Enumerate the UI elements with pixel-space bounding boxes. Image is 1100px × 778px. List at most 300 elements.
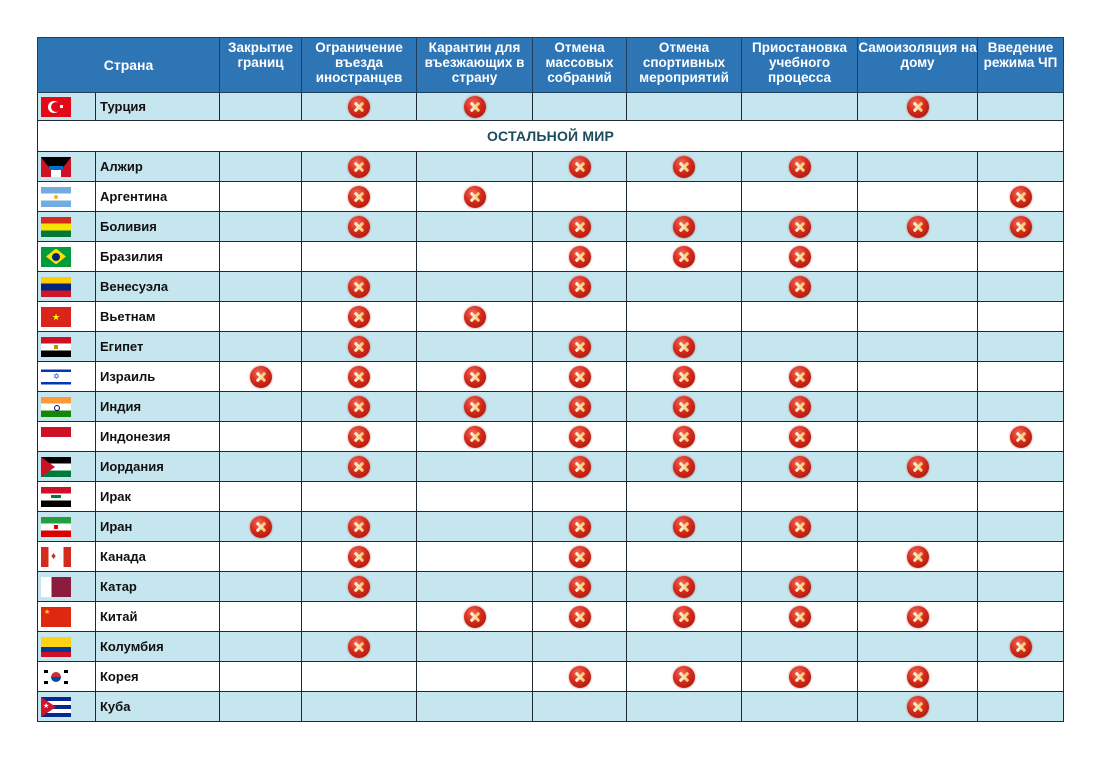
cell-mass-gathering-ban xyxy=(533,392,627,422)
cell-emergency-regime xyxy=(978,392,1064,422)
red-x-icon xyxy=(789,666,811,688)
header-emergency-regime: Введение режима ЧП xyxy=(978,38,1064,93)
covid-measures-table xyxy=(37,37,1064,722)
flag-cell xyxy=(38,452,96,482)
cell-emergency-regime xyxy=(978,542,1064,572)
red-x-icon xyxy=(673,426,695,448)
cell-emergency-regime xyxy=(978,482,1064,512)
cell-school-suspension xyxy=(742,662,858,692)
table-row xyxy=(38,212,1064,242)
header-country: Страна xyxy=(38,38,220,93)
cell-foreigner-entry-limit xyxy=(302,93,417,121)
cell-border-closure xyxy=(220,332,302,362)
red-x-icon xyxy=(569,576,591,598)
table-row xyxy=(38,242,1064,272)
red-x-icon xyxy=(464,306,486,328)
cuba-flag-icon: ★ xyxy=(41,697,71,717)
cell-self-isolation xyxy=(858,182,978,212)
red-x-icon xyxy=(907,666,929,688)
country-name: Турция xyxy=(96,93,220,121)
country-name: Алжир xyxy=(96,152,220,182)
country-name: Корея xyxy=(96,662,220,692)
cell-emergency-regime xyxy=(978,212,1064,242)
cell-self-isolation xyxy=(858,212,978,242)
red-x-icon xyxy=(348,156,370,178)
cell-school-suspension xyxy=(742,272,858,302)
red-x-icon xyxy=(673,216,695,238)
red-x-icon xyxy=(348,216,370,238)
red-x-icon xyxy=(348,426,370,448)
table-row xyxy=(38,362,1064,392)
cell-self-isolation xyxy=(858,302,978,332)
cell-arrival-quarantine xyxy=(417,692,533,722)
cell-arrival-quarantine xyxy=(417,632,533,662)
red-x-icon xyxy=(569,216,591,238)
cell-foreigner-entry-limit xyxy=(302,482,417,512)
cell-school-suspension xyxy=(742,392,858,422)
cell-school-suspension xyxy=(742,602,858,632)
cell-school-suspension xyxy=(742,152,858,182)
red-x-icon xyxy=(673,156,695,178)
cell-mass-gathering-ban xyxy=(533,182,627,212)
red-x-icon xyxy=(348,306,370,328)
red-x-icon xyxy=(464,96,486,118)
cell-mass-gathering-ban xyxy=(533,632,627,662)
cell-mass-gathering-ban xyxy=(533,542,627,572)
china-flag-icon: ★ xyxy=(41,607,71,627)
cell-foreigner-entry-limit xyxy=(302,572,417,602)
flag-cell xyxy=(38,93,96,121)
cell-sports-cancel xyxy=(627,692,742,722)
bolivia-flag-icon xyxy=(41,217,71,237)
table-row xyxy=(38,692,1064,722)
red-x-icon xyxy=(789,276,811,298)
red-x-icon xyxy=(789,426,811,448)
colombia-flag-icon xyxy=(41,637,71,657)
india-flag-icon xyxy=(41,397,71,417)
country-name: Индия xyxy=(96,392,220,422)
antigua-flag-icon xyxy=(41,157,71,177)
table-row xyxy=(38,632,1064,662)
cell-border-closure xyxy=(220,542,302,572)
red-x-icon xyxy=(569,546,591,568)
cell-emergency-regime xyxy=(978,452,1064,482)
cell-arrival-quarantine xyxy=(417,182,533,212)
flag-cell xyxy=(38,362,96,392)
country-name: Боливия xyxy=(96,212,220,242)
cell-sports-cancel xyxy=(627,542,742,572)
cell-sports-cancel xyxy=(627,572,742,602)
cell-foreigner-entry-limit xyxy=(302,392,417,422)
cell-mass-gathering-ban xyxy=(533,662,627,692)
section-title: ОСТАЛЬНОЙ МИР xyxy=(38,121,1064,152)
korea-flag-icon xyxy=(41,667,71,687)
cell-border-closure xyxy=(220,692,302,722)
cell-foreigner-entry-limit xyxy=(302,602,417,632)
cell-mass-gathering-ban xyxy=(533,602,627,632)
cell-self-isolation xyxy=(858,452,978,482)
cell-emergency-regime xyxy=(978,632,1064,662)
vietnam-flag-icon: ★ xyxy=(41,307,71,327)
cell-sports-cancel xyxy=(627,332,742,362)
table-row xyxy=(38,302,1064,332)
cell-arrival-quarantine xyxy=(417,212,533,242)
cell-emergency-regime xyxy=(978,422,1064,452)
cell-emergency-regime xyxy=(978,182,1064,212)
cell-mass-gathering-ban xyxy=(533,93,627,121)
cell-self-isolation xyxy=(858,482,978,512)
cell-self-isolation xyxy=(858,632,978,662)
cell-mass-gathering-ban xyxy=(533,512,627,542)
header-mass-gathering-ban: Отмена массовых собраний xyxy=(533,38,627,93)
cell-border-closure xyxy=(220,242,302,272)
red-x-icon xyxy=(464,396,486,418)
cell-school-suspension xyxy=(742,422,858,452)
red-x-icon xyxy=(907,546,929,568)
cell-foreigner-entry-limit xyxy=(302,632,417,662)
cell-border-closure xyxy=(220,662,302,692)
cell-arrival-quarantine xyxy=(417,392,533,422)
header-sports-cancel: Отмена спортивных мероприятий xyxy=(627,38,742,93)
cell-school-suspension xyxy=(742,93,858,121)
red-x-icon xyxy=(907,606,929,628)
red-x-icon xyxy=(464,186,486,208)
jordan-flag-icon xyxy=(41,457,71,477)
cell-border-closure xyxy=(220,182,302,212)
cell-foreigner-entry-limit xyxy=(302,152,417,182)
cell-sports-cancel xyxy=(627,482,742,512)
country-name: Вьетнам xyxy=(96,302,220,332)
cell-self-isolation xyxy=(858,692,978,722)
cell-arrival-quarantine xyxy=(417,362,533,392)
red-x-icon xyxy=(348,96,370,118)
country-name: Иран xyxy=(96,512,220,542)
red-x-icon xyxy=(673,576,695,598)
brazil-flag-icon xyxy=(41,247,71,267)
table-row xyxy=(38,662,1064,692)
cell-arrival-quarantine xyxy=(417,572,533,602)
flag-cell xyxy=(38,332,96,362)
cell-sports-cancel xyxy=(627,302,742,332)
cell-self-isolation xyxy=(858,272,978,302)
cell-border-closure xyxy=(220,422,302,452)
cell-foreigner-entry-limit xyxy=(302,542,417,572)
red-x-icon xyxy=(907,96,929,118)
cell-border-closure xyxy=(220,632,302,662)
red-x-icon xyxy=(569,396,591,418)
country-name: Канада xyxy=(96,542,220,572)
flag-cell xyxy=(38,482,96,512)
cell-emergency-regime xyxy=(978,512,1064,542)
red-x-icon xyxy=(348,396,370,418)
canada-flag-icon: ♦ xyxy=(41,547,71,567)
red-x-icon xyxy=(348,576,370,598)
venezuela-flag-icon xyxy=(41,277,71,297)
cell-foreigner-entry-limit xyxy=(302,212,417,242)
cell-sports-cancel xyxy=(627,212,742,242)
cell-school-suspension xyxy=(742,182,858,212)
cell-sports-cancel xyxy=(627,392,742,422)
cell-arrival-quarantine xyxy=(417,662,533,692)
table-row xyxy=(38,332,1064,362)
cell-arrival-quarantine xyxy=(417,452,533,482)
red-x-icon xyxy=(789,456,811,478)
red-x-icon xyxy=(569,336,591,358)
cell-school-suspension xyxy=(742,512,858,542)
cell-arrival-quarantine xyxy=(417,422,533,452)
red-x-icon xyxy=(789,246,811,268)
cell-self-isolation xyxy=(858,542,978,572)
measures-table-container xyxy=(37,37,1064,722)
cell-border-closure xyxy=(220,482,302,512)
cell-school-suspension xyxy=(742,332,858,362)
red-x-icon xyxy=(348,186,370,208)
table-row xyxy=(38,452,1064,482)
cell-mass-gathering-ban xyxy=(533,692,627,722)
flag-cell xyxy=(38,602,96,632)
cell-school-suspension xyxy=(742,482,858,512)
cell-border-closure xyxy=(220,572,302,602)
cell-mass-gathering-ban xyxy=(533,242,627,272)
red-x-icon xyxy=(673,396,695,418)
header-row xyxy=(38,38,1064,93)
cell-self-isolation xyxy=(858,362,978,392)
cell-self-isolation xyxy=(858,152,978,182)
cell-emergency-regime xyxy=(978,572,1064,602)
red-x-icon xyxy=(1010,186,1032,208)
cell-sports-cancel xyxy=(627,182,742,212)
cell-sports-cancel xyxy=(627,662,742,692)
country-name: Бразилия xyxy=(96,242,220,272)
cell-foreigner-entry-limit xyxy=(302,512,417,542)
table-row xyxy=(38,602,1064,632)
cell-border-closure xyxy=(220,512,302,542)
cell-border-closure xyxy=(220,212,302,242)
cell-foreigner-entry-limit xyxy=(302,302,417,332)
cell-foreigner-entry-limit xyxy=(302,422,417,452)
cell-school-suspension xyxy=(742,452,858,482)
cell-emergency-regime xyxy=(978,302,1064,332)
cell-foreigner-entry-limit xyxy=(302,692,417,722)
red-x-icon xyxy=(673,246,695,268)
cell-mass-gathering-ban xyxy=(533,362,627,392)
flag-cell xyxy=(38,512,96,542)
red-x-icon xyxy=(1010,426,1032,448)
red-x-icon xyxy=(348,276,370,298)
red-x-icon xyxy=(250,516,272,538)
red-x-icon xyxy=(673,366,695,388)
country-name: Катар xyxy=(96,572,220,602)
red-x-icon xyxy=(1010,636,1032,658)
cell-emergency-regime xyxy=(978,272,1064,302)
red-x-icon xyxy=(907,696,929,718)
cell-school-suspension xyxy=(742,572,858,602)
cell-self-isolation xyxy=(858,602,978,632)
cell-school-suspension xyxy=(742,212,858,242)
table-row xyxy=(38,182,1064,212)
red-x-icon xyxy=(673,606,695,628)
flag-cell xyxy=(38,392,96,422)
cell-emergency-regime xyxy=(978,93,1064,121)
argentina-flag-icon xyxy=(41,187,71,207)
red-x-icon xyxy=(250,366,272,388)
cell-emergency-regime xyxy=(978,242,1064,272)
cell-self-isolation xyxy=(858,93,978,121)
cell-foreigner-entry-limit xyxy=(302,182,417,212)
country-name: Аргентина xyxy=(96,182,220,212)
flag-cell xyxy=(38,182,96,212)
cell-mass-gathering-ban xyxy=(533,332,627,362)
cell-foreigner-entry-limit xyxy=(302,332,417,362)
country-name: Венесуэла xyxy=(96,272,220,302)
cell-sports-cancel xyxy=(627,602,742,632)
flag-cell xyxy=(38,212,96,242)
cell-emergency-regime xyxy=(978,662,1064,692)
table-row xyxy=(38,392,1064,422)
cell-sports-cancel xyxy=(627,632,742,662)
country-name: Китай xyxy=(96,602,220,632)
country-name: Куба xyxy=(96,692,220,722)
cell-border-closure xyxy=(220,302,302,332)
flag-cell xyxy=(38,692,96,722)
red-x-icon xyxy=(569,246,591,268)
cell-foreigner-entry-limit xyxy=(302,272,417,302)
cell-self-isolation xyxy=(858,242,978,272)
red-x-icon xyxy=(789,576,811,598)
turkey-flag-icon xyxy=(41,97,71,117)
header-arrival-quarantine: Карантин для въезжающих в страну xyxy=(417,38,533,93)
red-x-icon xyxy=(569,426,591,448)
red-x-icon xyxy=(348,546,370,568)
cell-arrival-quarantine xyxy=(417,93,533,121)
header-foreigner-entry-limit: Ограничение въезда иностранцев xyxy=(302,38,417,93)
cell-school-suspension xyxy=(742,362,858,392)
flag-cell xyxy=(38,302,96,332)
red-x-icon xyxy=(789,156,811,178)
cell-self-isolation xyxy=(858,662,978,692)
cell-sports-cancel xyxy=(627,362,742,392)
country-name: Египет xyxy=(96,332,220,362)
red-x-icon xyxy=(907,456,929,478)
red-x-icon xyxy=(907,216,929,238)
flag-cell xyxy=(38,572,96,602)
flag-cell xyxy=(38,542,96,572)
cell-foreigner-entry-limit xyxy=(302,242,417,272)
red-x-icon xyxy=(789,396,811,418)
cell-mass-gathering-ban xyxy=(533,212,627,242)
cell-emergency-regime xyxy=(978,692,1064,722)
cell-mass-gathering-ban xyxy=(533,152,627,182)
header-self-isolation: Самоизоляция на дому xyxy=(858,38,978,93)
flag-cell xyxy=(38,632,96,662)
cell-emergency-regime xyxy=(978,362,1064,392)
red-x-icon xyxy=(348,636,370,658)
red-x-icon xyxy=(673,666,695,688)
header-school-suspension: Приостановка учебного процесса xyxy=(742,38,858,93)
red-x-icon xyxy=(569,156,591,178)
red-x-icon xyxy=(673,516,695,538)
cell-mass-gathering-ban xyxy=(533,572,627,602)
cell-emergency-regime xyxy=(978,602,1064,632)
cell-border-closure xyxy=(220,362,302,392)
cell-arrival-quarantine xyxy=(417,242,533,272)
flag-cell xyxy=(38,662,96,692)
cell-sports-cancel xyxy=(627,152,742,182)
cell-border-closure xyxy=(220,272,302,302)
cell-school-suspension xyxy=(742,242,858,272)
red-x-icon xyxy=(348,366,370,388)
cell-arrival-quarantine xyxy=(417,542,533,572)
cell-school-suspension xyxy=(742,542,858,572)
red-x-icon xyxy=(569,516,591,538)
cell-self-isolation xyxy=(858,332,978,362)
cell-sports-cancel xyxy=(627,452,742,482)
cell-school-suspension xyxy=(742,302,858,332)
red-x-icon xyxy=(348,456,370,478)
country-name: Иордания xyxy=(96,452,220,482)
red-x-icon xyxy=(789,216,811,238)
red-x-icon xyxy=(789,606,811,628)
cell-arrival-quarantine xyxy=(417,302,533,332)
iraq-flag-icon xyxy=(41,487,71,507)
cell-emergency-regime xyxy=(978,332,1064,362)
red-x-icon xyxy=(673,336,695,358)
red-x-icon xyxy=(464,426,486,448)
cell-border-closure xyxy=(220,452,302,482)
cell-sports-cancel xyxy=(627,512,742,542)
header-border-closure: Закрытие границ xyxy=(220,38,302,93)
cell-arrival-quarantine xyxy=(417,512,533,542)
section-row xyxy=(38,121,1064,152)
cell-school-suspension xyxy=(742,632,858,662)
indonesia-flag-icon xyxy=(41,427,71,447)
flag-cell xyxy=(38,242,96,272)
red-x-icon xyxy=(348,516,370,538)
table-row xyxy=(38,152,1064,182)
cell-school-suspension xyxy=(742,692,858,722)
flag-cell xyxy=(38,422,96,452)
country-name: Колумбия xyxy=(96,632,220,662)
cell-border-closure xyxy=(220,392,302,422)
table-row xyxy=(38,572,1064,602)
egypt-flag-icon xyxy=(41,337,71,357)
cell-self-isolation xyxy=(858,422,978,452)
qatar-flag-icon xyxy=(41,577,71,597)
cell-foreigner-entry-limit xyxy=(302,362,417,392)
red-x-icon xyxy=(348,336,370,358)
cell-arrival-quarantine xyxy=(417,152,533,182)
cell-mass-gathering-ban xyxy=(533,422,627,452)
red-x-icon xyxy=(789,516,811,538)
cell-sports-cancel xyxy=(627,272,742,302)
cell-sports-cancel xyxy=(627,93,742,121)
red-x-icon xyxy=(569,666,591,688)
cell-mass-gathering-ban xyxy=(533,302,627,332)
red-x-icon xyxy=(464,366,486,388)
red-x-icon xyxy=(789,366,811,388)
table-row xyxy=(38,542,1064,572)
cell-self-isolation xyxy=(858,392,978,422)
country-name: Ирак xyxy=(96,482,220,512)
cell-foreigner-entry-limit xyxy=(302,452,417,482)
cell-mass-gathering-ban xyxy=(533,272,627,302)
country-name: Израиль xyxy=(96,362,220,392)
cell-arrival-quarantine xyxy=(417,332,533,362)
cell-emergency-regime xyxy=(978,152,1064,182)
table-row xyxy=(38,272,1064,302)
flag-cell xyxy=(38,152,96,182)
cell-arrival-quarantine xyxy=(417,272,533,302)
